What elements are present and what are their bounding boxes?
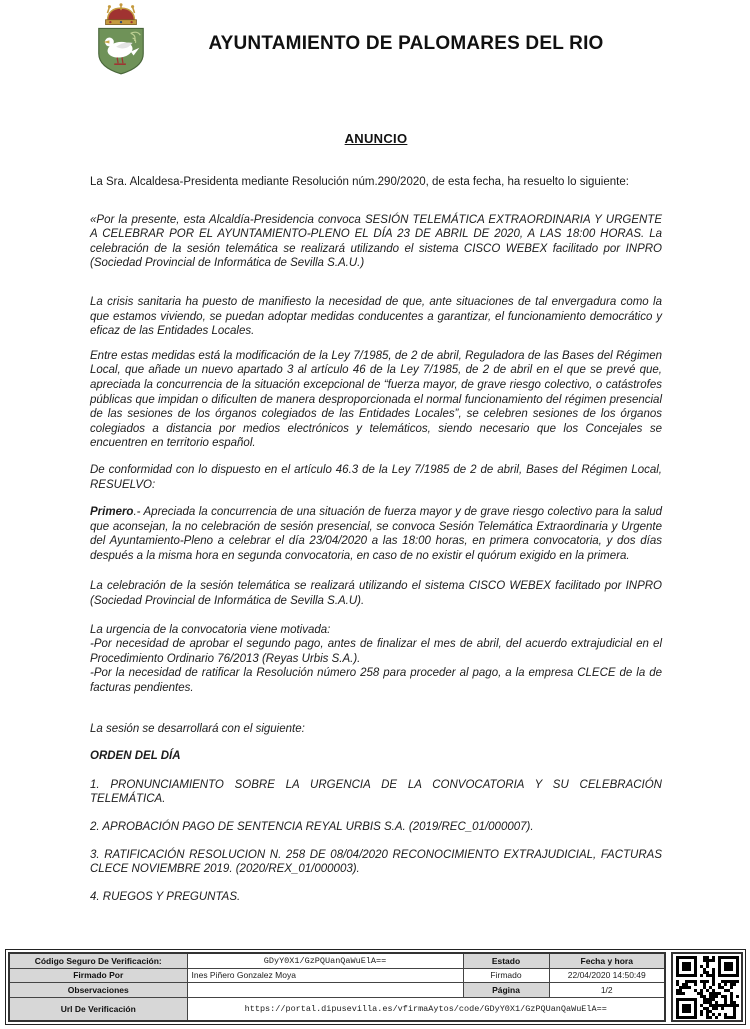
table-row bbox=[9, 953, 665, 968]
document-body bbox=[90, 131, 662, 917]
csv-value: GDyY0X1/GzPQUanQaWuElA== bbox=[187, 953, 463, 968]
verification-table bbox=[8, 952, 666, 1022]
primero-text: .- Apreciada la concurrencia de una situación de fuerza mayor y de grave riesgo colectivo para la salud que aconsejan, la no celebración de sesión presencial, se convoca Sesión Telemática Extraordinaria y Urgente del Ayuntamiento-Pleno a celebrar el día 23/04/2020 a las 18:00 horas, en primera convocatoria, y dos días después a la misma hora en segunda convocatoria, en caso de no existir el quórum exigido en la primera. bbox=[90, 506, 662, 562]
csv-label: Código Seguro De Verificación: bbox=[9, 953, 187, 968]
orden-del-dia-heading: ORDEN DEL DÍA bbox=[90, 750, 181, 763]
urgencia-intro: La urgencia de la convocatoria viene motivada: bbox=[90, 623, 331, 636]
pagina-label: Página bbox=[463, 983, 549, 998]
table-row bbox=[9, 968, 665, 982]
estado-value: Firmado bbox=[463, 968, 549, 982]
page-title: AYUNTAMIENTO DE PALOMARES DEL RIO bbox=[208, 33, 604, 54]
urgencia-item-1: -Por necesidad de aprobar el segundo pago, antes de finalizar el mes de abril, del acuerdo extrajudicial en el Procedimiento Ordinario 76/2013 (Reyas Urbis S.A.). bbox=[90, 638, 662, 665]
estado-label: Estado bbox=[463, 953, 549, 968]
orden-item-3: 3. RATIFICACIÓN RESOLUCION N. 258 DE 08/04/2020 RECONOCIMIENTO EXTRAJUDICIAL, FACTURAS CLECE NOVIEMBRE 2019. (2020/REX_01/000003). bbox=[90, 848, 662, 876]
observaciones-label: Observaciones bbox=[9, 983, 187, 998]
observaciones-value bbox=[187, 983, 463, 998]
intro-paragraph: La Sra. Alcaldesa-Presidenta mediante Resolución núm.290/2020, de esta fecha, ha resuelto lo siguiente: bbox=[90, 176, 629, 188]
qr-code-box bbox=[671, 952, 743, 1022]
orden-del-dia-list bbox=[90, 778, 662, 905]
announcement-heading: ANUNCIO bbox=[344, 131, 408, 146]
coat-of-arms-icon bbox=[92, 3, 150, 79]
paragraph-convocatoria: «Por la presente, esta Alcaldía-Presidencia convoca SESIÓN TELEMÁTICA EXTRAORDINARIA Y URGENTE A CELEBRAR POR EL AYUNTAMIENTO-PLENO EL DÍA 23 DE ABRIL DE 2020, A LAS 18:00 HORAS. La celebración de la sesión telemática se realizará utilizando el sistema CISCO WEBEX facilitado por INPRO (Sociedad Provincial de Informática de Sevilla S.A.U.) bbox=[90, 213, 662, 270]
qr-code-icon bbox=[676, 956, 739, 1019]
table-row bbox=[9, 983, 665, 998]
urgencia-item-2: -Por la necesidad de ratificar la Resolución número 258 para proceder al pago, a la empresa CLECE de la de facturas pendientes. bbox=[90, 667, 662, 695]
primero-label: Primero bbox=[90, 506, 134, 519]
paragraph-crisis: La crisis sanitaria ha puesto de manifiesto la necesidad de que, ante situaciones de tal envergadura como la que estamos viviendo, se puedan adoptar medidas conducentes a garantizar, el funcionamiento democrático y eficaz de las Entidades Locales. bbox=[90, 295, 662, 338]
coat-of-arms-logo bbox=[92, 3, 150, 79]
orden-item-2: 2. APROBACIÓN PAGO DE SENTENCIA REYAL URBIS S.A. (2019/REC_01/000007). bbox=[90, 821, 534, 833]
fecha-value: 22/04/2020 14:50:49 bbox=[549, 968, 665, 982]
paragraph-sesion: La sesión se desarrollará con el siguiente: bbox=[90, 722, 305, 735]
paragraph-celebracion: La celebración de la sesión telemática se realizará utilizando el sistema CISCO WEBEX facilitado por INPRO (Sociedad Provincial de Informática de Sevilla S.A.U). bbox=[90, 580, 662, 608]
url-value: https://portal.dipusevilla.es/vfirmaAytos/code/GDyY0X1/GzPQUanQaWuElA== bbox=[187, 997, 665, 1021]
firmado-por-label: Firmado Por bbox=[9, 968, 187, 982]
orden-item-4: 4. RUEGOS Y PREGUNTAS. bbox=[90, 890, 241, 903]
orden-item-1: 1. PRONUNCIAMIENTO SOBRE LA URGENCIA DE LA CONVOCATORIA Y SU CELEBRACIÓN TELEMÁTICA. bbox=[90, 778, 662, 806]
url-label: Url De Verificación bbox=[9, 997, 187, 1021]
signature-footer bbox=[5, 949, 746, 1025]
urgencia-block bbox=[90, 623, 662, 696]
fecha-label: Fecha y hora bbox=[549, 953, 665, 968]
paragraph-primero bbox=[90, 505, 662, 563]
firmado-por-value: Ines Piñero Gonzalez Moya bbox=[187, 968, 463, 982]
paragraph-ley: Entre estas medidas está la modificación de la Ley 7/1985, de 2 de abril, Reguladora de las Bases del Régimen Local, que añade un nuevo apartado 3 al artículo 46 de la Ley 7/1985, de 2 de abril en el que se prevé que, apreciada la concurrencia de la situación excepcional de “fuerza mayor, de grave riesgo colectivo, o catástrofes públicas que impidan o dificulten de manera desproporcionada el normal funcionamiento del régimen presencial de las sesiones de los órganos colegiados de las Entidades Locales”, se celebren sesiones de los órganos colegiados a distancia por medios electrónicos y telemáticos, siendo necesario que los Concejales se encuentren en territorio español. bbox=[90, 349, 662, 450]
paragraph-conformidad: De conformidad con lo dispuesto en el artículo 46.3 de la Ley 7/1985 de 2 de abril, Bases del Régimen Local, RESUELVO: bbox=[90, 463, 662, 491]
table-row bbox=[9, 997, 665, 1021]
pagina-value: 1/2 bbox=[549, 983, 665, 998]
